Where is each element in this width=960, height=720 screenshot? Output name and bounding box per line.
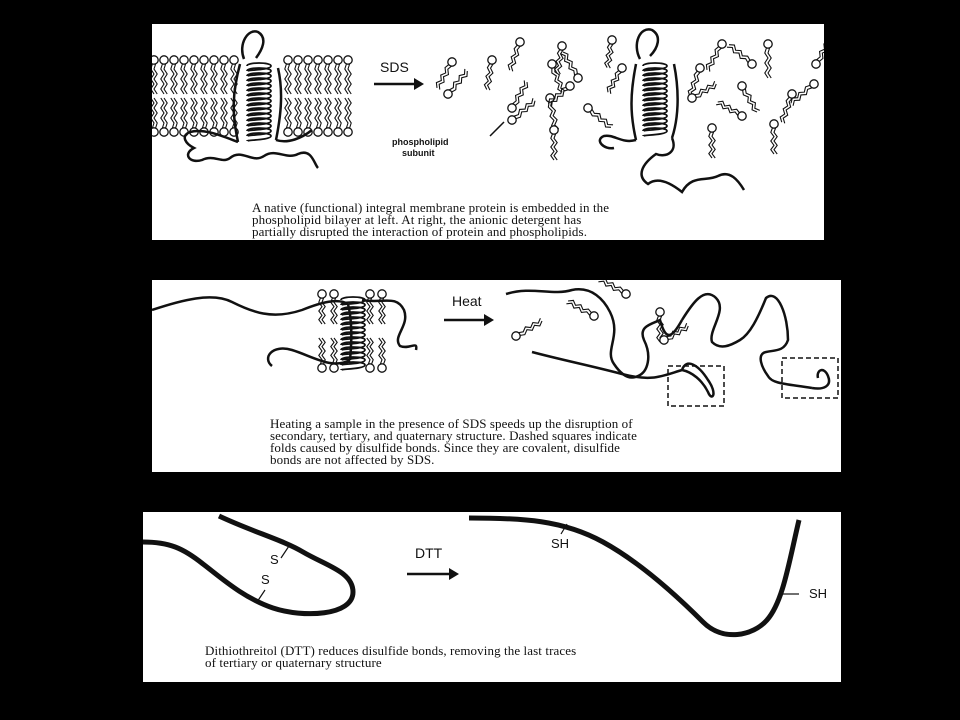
phospholipid xyxy=(584,104,613,127)
phospholipid xyxy=(284,56,292,94)
phospholipid xyxy=(152,98,158,136)
phospholipid xyxy=(366,290,374,324)
phospholipid xyxy=(708,124,716,158)
phospholipid xyxy=(607,64,626,94)
phospholipid xyxy=(170,98,178,136)
phospholipid xyxy=(294,98,302,136)
phospholipid xyxy=(366,338,374,372)
phospholipid xyxy=(344,56,352,94)
membrane-protein-disrupted xyxy=(600,29,744,192)
partially-unfolded-protein xyxy=(152,297,416,366)
dtt-caption xyxy=(205,645,576,669)
dtt-panel xyxy=(143,512,841,682)
sds-panel xyxy=(152,24,824,240)
phospholipid xyxy=(190,56,198,94)
sds-caption xyxy=(252,202,609,238)
phospholipid xyxy=(152,56,158,94)
heat-panel xyxy=(152,280,841,472)
phospholipid xyxy=(334,56,342,94)
phospholipid xyxy=(560,52,582,82)
phospholipid xyxy=(727,45,756,68)
alpha-helix-coil xyxy=(247,63,271,141)
phospholipid xyxy=(378,290,386,324)
caption-line: phospholipid bilayer at left. At right, the anionic detergent has xyxy=(252,212,582,227)
phospholipid xyxy=(330,290,338,324)
disulfide-bond xyxy=(257,546,289,602)
heat-arrow xyxy=(444,293,494,326)
phospholipid xyxy=(706,40,726,72)
phospholipid xyxy=(210,98,218,136)
phospholipid xyxy=(660,323,688,344)
phospholipid xyxy=(294,56,302,94)
phospholipid xyxy=(812,36,824,68)
phospholipid xyxy=(764,40,772,78)
phospholipid xyxy=(160,56,168,94)
thiol-sh-label-right: SH xyxy=(809,586,828,601)
sds-arrow xyxy=(374,59,424,90)
alpha-helix-coil xyxy=(341,297,365,370)
phospholipid xyxy=(170,56,178,94)
caption-line: Dithiothreitol (DTT) reduces disulfide bonds, removing the last traces xyxy=(205,643,577,658)
phospholipid xyxy=(605,36,617,68)
phospholipid xyxy=(444,69,467,98)
disulfide-loop xyxy=(143,516,353,614)
caption-line: A native (functional) integral membrane protein is embedded in the xyxy=(252,200,610,215)
phospholipid xyxy=(210,56,218,94)
phospholipid xyxy=(550,126,558,160)
phospholipid xyxy=(220,98,228,136)
phospholipid xyxy=(314,98,322,136)
phospholipid xyxy=(200,56,208,94)
reduced-protein xyxy=(469,518,799,635)
phospholipid xyxy=(716,101,746,120)
phospholipid xyxy=(598,280,630,298)
disulfide-s-label-upper: S xyxy=(270,552,279,567)
dtt-arrow-label: DTT xyxy=(415,545,443,561)
phospholipid xyxy=(324,98,332,136)
heat-arrow-label: Heat xyxy=(452,293,482,309)
phospholipid xyxy=(284,98,292,136)
phospholipid xyxy=(548,60,565,92)
phospholipid xyxy=(330,338,338,372)
phospholipid xyxy=(180,56,188,94)
phospholipid xyxy=(770,120,778,154)
phospholipid xyxy=(566,300,598,320)
scattered-phospholipids xyxy=(512,280,688,344)
phospholipid-pointer xyxy=(392,122,504,158)
phospholipid xyxy=(508,80,528,112)
sds-arrow-label: SDS xyxy=(380,59,409,75)
phospholipid-annotation-line-1: phospholipid xyxy=(392,137,449,147)
phospholipid xyxy=(318,338,326,372)
phospholipid xyxy=(780,90,796,123)
phospholipid xyxy=(512,318,542,340)
phospholipid xyxy=(738,82,760,112)
caption-line: folds caused by disulfide bonds. Since they are covalent, disulfide xyxy=(270,440,621,455)
dtt-arrow xyxy=(407,545,459,580)
phospholipid xyxy=(378,338,386,372)
phospholipid xyxy=(304,56,312,94)
phospholipid xyxy=(314,56,322,94)
caption-line: of tertiary or quaternary structure xyxy=(205,655,382,670)
phospholipid xyxy=(324,56,332,94)
heat-caption xyxy=(270,418,637,466)
alpha-helix-coil xyxy=(643,63,667,136)
caption-line: Heating a sample in the presence of SDS speeds up the disruption of xyxy=(270,416,633,431)
phospholipid xyxy=(508,38,524,71)
phospholipid xyxy=(160,98,168,136)
phospholipid xyxy=(344,98,352,136)
caption-line: secondary, tertiary, and quaternary structure. Dashed squares indicate xyxy=(270,428,637,443)
disulfide-s-label-lower: S xyxy=(261,572,270,587)
phospholipid xyxy=(180,98,188,136)
phospholipid-annotation-line-2: subunit xyxy=(402,148,435,158)
phospholipid xyxy=(220,56,228,94)
phospholipid xyxy=(334,98,342,136)
phospholipid xyxy=(484,56,496,90)
phospholipid xyxy=(318,290,326,324)
caption-line: partially disrupted the interaction of protein and phospholipids. xyxy=(252,224,588,239)
thiol-sh-label-left: SH xyxy=(551,536,570,551)
caption-line: bonds are not affected by SDS. xyxy=(270,452,435,467)
